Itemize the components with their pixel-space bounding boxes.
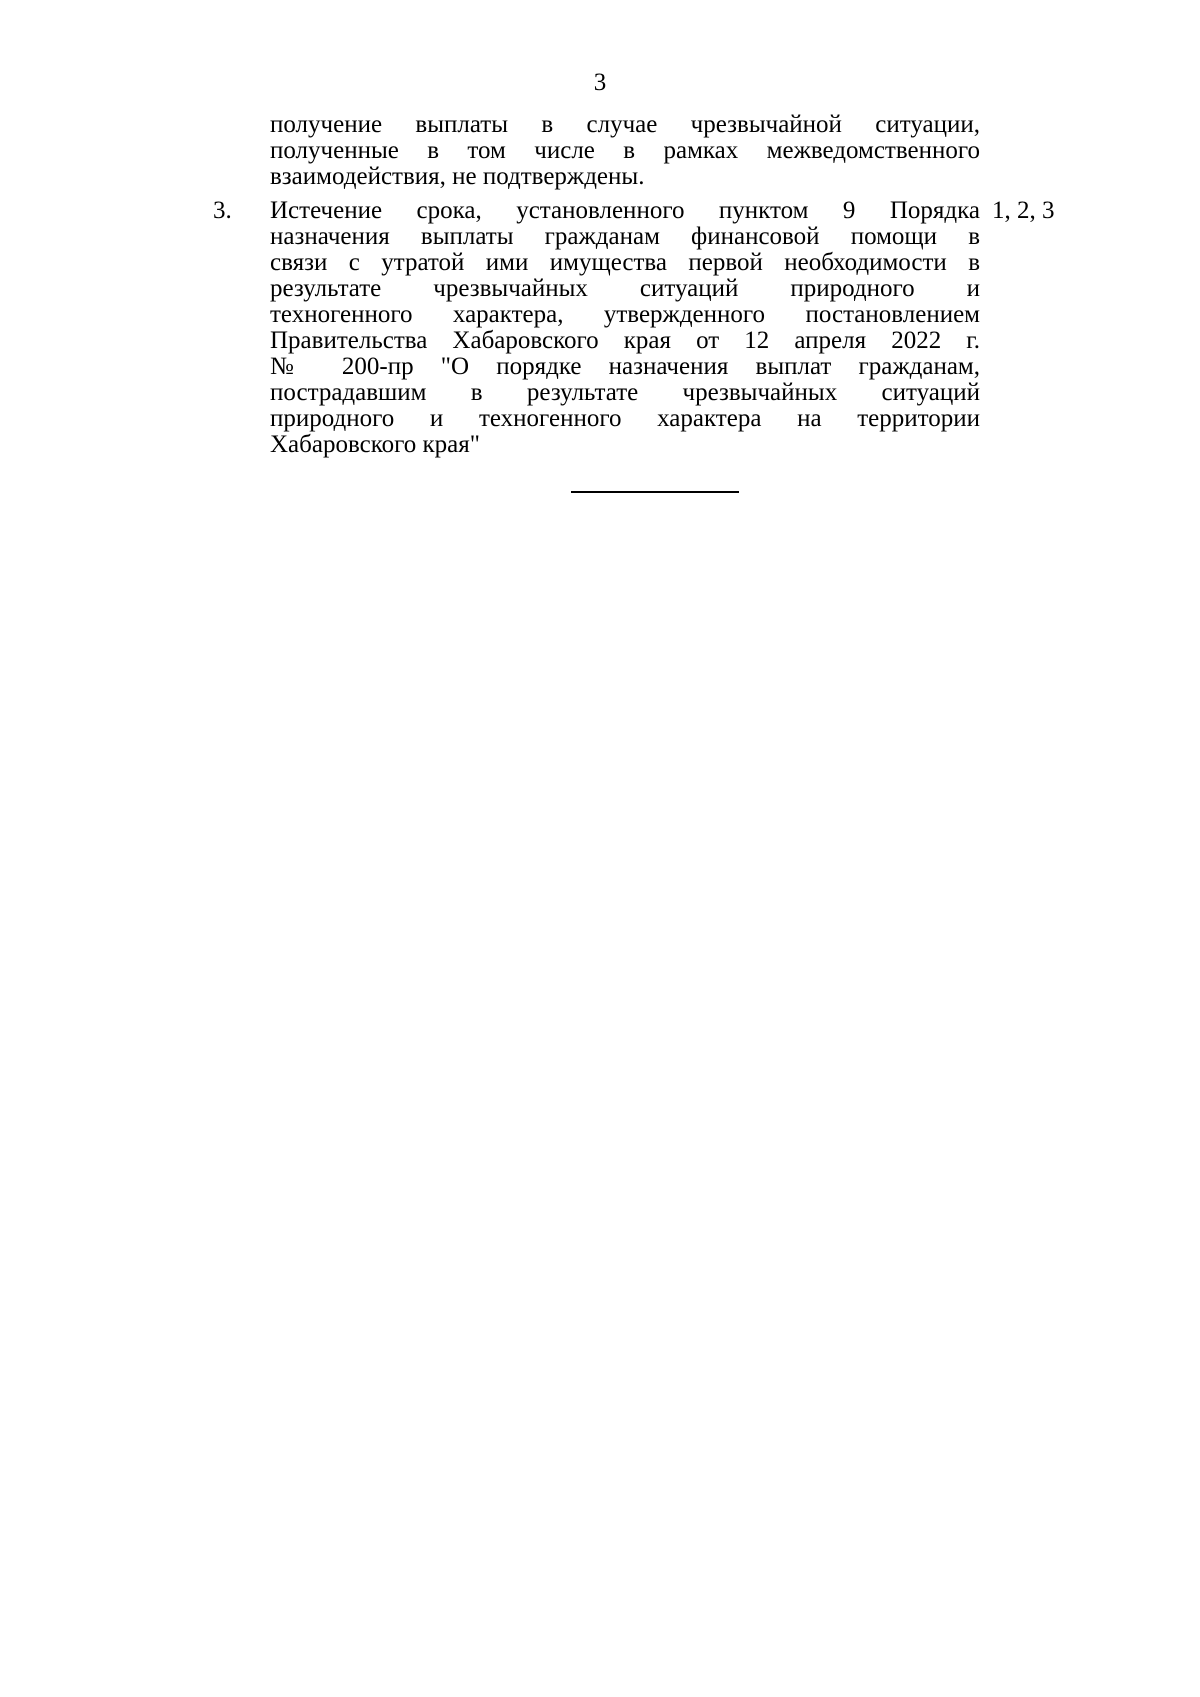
continuation-text: [270, 112, 980, 190]
text-line: природного и техногенного характера на территории: [270, 405, 980, 432]
text-line: Истечение срока, установленного пунктом 9 Порядка: [270, 197, 980, 224]
text-line: № 200-пр "О порядке назначения выплат гражданам,: [270, 353, 980, 380]
text-line: пострадавшим в результате чрезвычайных ситуаций: [270, 379, 980, 406]
item-text: [270, 198, 980, 458]
closing-divider: [571, 491, 739, 493]
text-line: взаимодействия, не подтверждены.: [270, 163, 645, 190]
item-basis: 1, 2, 3: [992, 197, 1055, 224]
text-line: получение выплаты в случае чрезвычайной ситуации,: [270, 111, 980, 138]
text-line: Хабаровского края": [270, 431, 480, 458]
text-line: техногенного характера, утвержденного постановлением: [270, 301, 980, 328]
text-line: Правительства Хабаровского края от 12 апреля 2022 г.: [270, 327, 980, 354]
text-line: назначения выплаты гражданам финансовой помощи в: [270, 223, 980, 250]
page-number: 3: [593, 69, 607, 96]
text-line: связи с утратой ими имущества первой необходимости в: [270, 249, 980, 276]
text-line: полученные в том числе в рамках межведомственного: [270, 137, 980, 164]
item-number: 3.: [213, 197, 232, 224]
text-line: результате чрезвычайных ситуаций природного и: [270, 275, 980, 302]
